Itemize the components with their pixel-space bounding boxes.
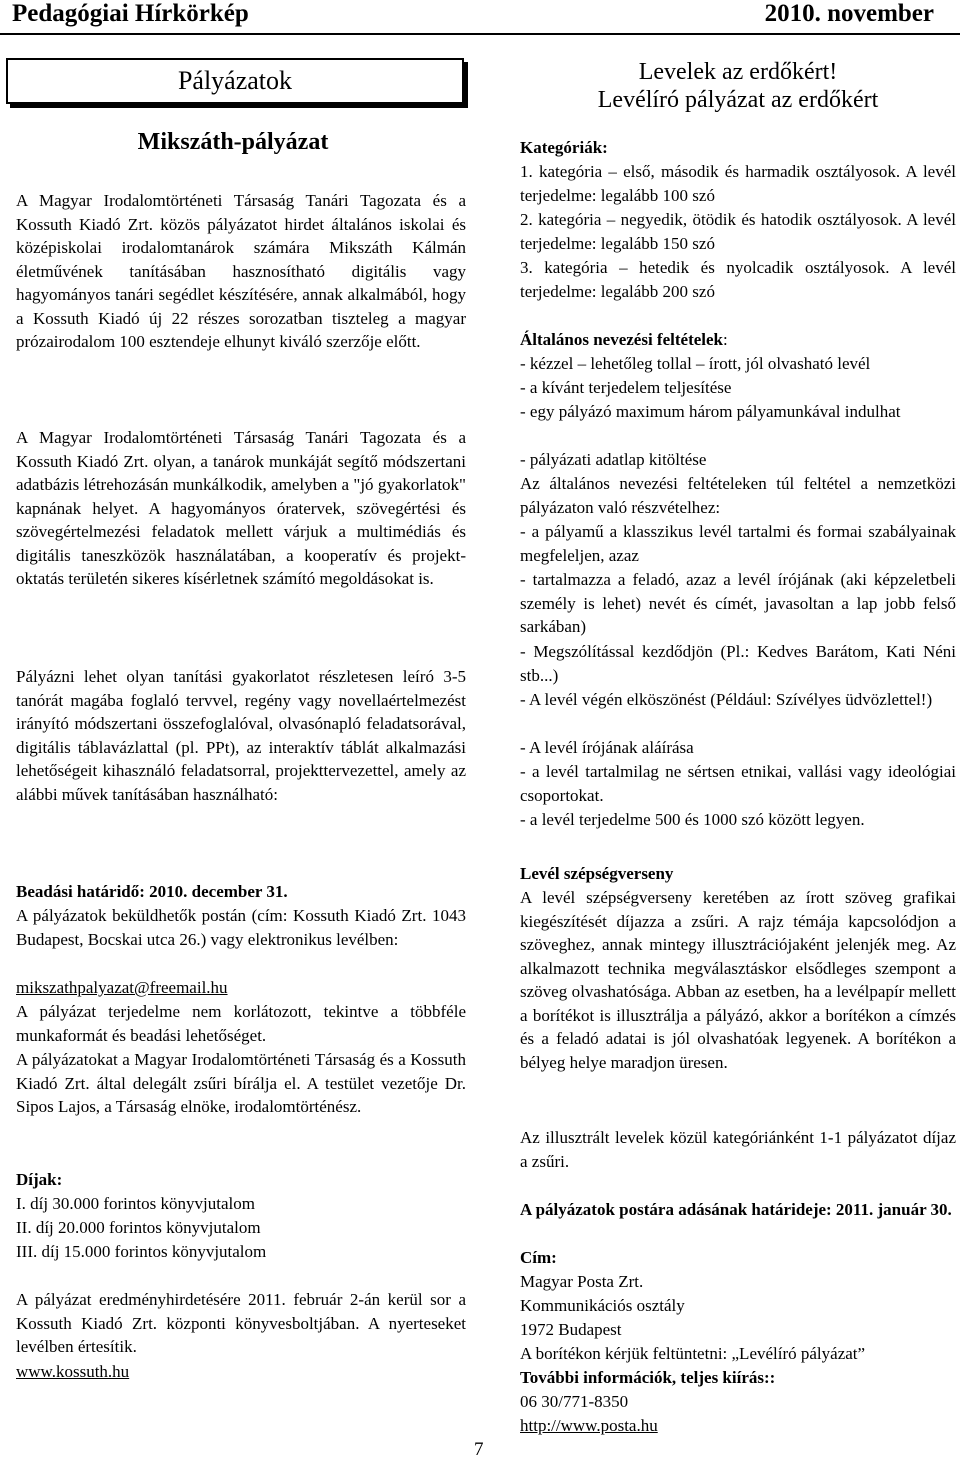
page-header [0, 0, 960, 34]
beauty-contest-paragraph: A levél szépségverseny keretében az írott szöveg grafikai kiegészítését díjazza a zsűri. A rajz témája kapcsolódjon a szöveghez, annak mintegy illusztrációjaként jelenjék meg. Az alkalmazott technika megválasztáskor elsődleges szempont a szöveg olvashatósága. Abban az esetben, ha a levélpapír mellett a borítékot is illusztrálja a pályázó, akkor a borítékon a címzés és a feladó adatai is jól olvashatóak legyenek. A borítékon a bélyeg helye maradjon üresen. [520, 888, 956, 1072]
jury-paragraph: A pályázatokat a Magyar Irodalomtörténeti Társaság és a Kossuth Kiadó Zrt. által delegált zsűri bírálja el. A testület vezetője Dr. Sipos Lajos, a Társaság elnöke, irodalomtörténész. [16, 1050, 466, 1116]
header-rule [0, 33, 960, 35]
prize-3: III. díj 15.000 forintos könyvjutalom [16, 1242, 267, 1261]
intl-condition-1: - a pályamű a klasszikus levél tartalmi és formai szabályainak megfeleljen, azaz [520, 522, 956, 565]
intl-condition-4: - A levél végén elköszönést (Például: Szívélyes üdvözlettel!) [520, 690, 933, 709]
page-number: 7 [474, 1439, 484, 1460]
publication-title: Pedagógiai Hírkörkép [12, 0, 249, 27]
eligibility-paragraph: Pályázni lehet olyan tanítási gyakorlatot részletesen leíró 3-5 tanórát magába foglaló tervvel, regény vagy novellaértelmezést irányító módszertani összefoglalóval, olvasónapló feladatsorával, digitális táblavázlattal (pl. PPt), az interaktív táblát alkalmazási lehetőségeit kihasználó feladatsorral, projekttervezettel, amely az alábbi művek tanításában használható: [16, 667, 466, 804]
post-deadline: A pályázatok postára adásának határideje: 2011. január 30. [520, 1200, 952, 1219]
address-line-2: Kommunikációs osztály [520, 1296, 685, 1315]
deadline: Beadási határidő: 2010. december 31. [16, 882, 288, 901]
submission-info: A pályázatok beküldhetők postán (cím: Kossuth Kiadó Zrt. 1043 Budapest, Bocskai utca 26.) vagy elektronikus levélben: [16, 906, 466, 949]
envelope-note: A borítékon kérjük feltüntetni: „Levélíró pályázat” [520, 1344, 866, 1363]
article-title-mikszath: Mikszáth-pályázat [137, 129, 329, 155]
address-line-3: 1972 Budapest [520, 1320, 622, 1339]
intl-condition-5: - A levél írójának aláírása [520, 738, 694, 757]
article-title-letters: Levelek az erdőkért! [638, 59, 838, 85]
database-paragraph: A Magyar Irodalomtörténeti Társaság Tanári Tagozata és a Kossuth Kiadó Zrt. olyan, a tanárok munkáját segítő módszertani adatbázis létrehozásán munkálkodik, amelyben a "jó gyakorlatok" kapnának helyet. A hagyományos óratervek, szövegértési és szövegértelmezési feladatok mellett várjuk a multimédiás és digitális taneszközök használatában, a kooperatív és projekt-oktatás területén sikeres kísérletnek számító megoldásokat is. [16, 428, 466, 588]
address-title: Cím: [520, 1248, 557, 1267]
prize-2: II. díj 20.000 forintos könyvjutalom [16, 1218, 261, 1237]
category-2: 2. kategória – negyedik, ötödik és hatodik osztályosok. A levél terjedelme: legalább 150 szó [520, 210, 956, 253]
website-link[interactable]: www.kossuth.hu [16, 1362, 130, 1381]
scope-paragraph: A pályázat terjedelme nem korlátozott, tekintve a többféle munkaformát és beadási lehetőséget. [16, 1002, 466, 1045]
section-box: Pályázatok [6, 58, 464, 104]
beauty-contest-title: Levél szépségverseny [520, 864, 674, 883]
more-info: További információk, teljes kiírás:: [520, 1368, 776, 1387]
issue-date: 2010. november [764, 0, 934, 27]
category-3: 3. kategória – hetedik és nyolcadik osztályosok. A levél terjedelme: legalább 200 szó [520, 258, 956, 301]
phone-number: 06 30/771-8350 [520, 1392, 629, 1411]
prize-1: I. díj 30.000 forintos könyvjutalom [16, 1194, 255, 1213]
results-paragraph: A pályázat eredményhirdetésére 2011. február 2-án kerül sor a Kossuth Kiadó Zrt. központi könyvesboltjában. A nyerteseket levélben értesítik. [16, 1290, 466, 1356]
category-1: 1. kategória – első, második és harmadik osztályosok. A levél terjedelme: legalább 100 szó [520, 162, 956, 205]
intro-paragraph: A Magyar Irodalomtörténeti Társaság Tanári Tagozata és a Kossuth Kiadó Zrt. közös pályázatot hirdet általános iskolai és középiskolai irodalomtanárok számára Mikszáth Kálmán életművének tanításában hasznosítható digitális vagy hagyományos tanári segédlet készítésére, annak alkalmából, hogy a Kossuth Kiadó új 22 részes sorozatban tiszteleg a magyar prózairodalom 100 esztendeje elhunyt kiváló szerzője előtt. [16, 191, 466, 351]
intl-condition-3: - Megszólítással kezdődjön (Pl.: Kedves Barátom, Kati Néni stb...) [520, 642, 956, 685]
categories-title: Kategóriák: [520, 138, 608, 157]
address-line-1: Magyar Posta Zrt. [520, 1272, 644, 1291]
general-conditions-heading: Általános nevezési feltételek [520, 330, 723, 349]
general-condition-4: - pályázati adatlap kitöltése [520, 450, 707, 469]
international-intro: Az általános nevezési feltételeken túl feltétel a nemzetközi pályázaton való részvételhez: [520, 474, 956, 517]
intl-condition-6: - a levél tartalmilag ne sértsen etnikai, vallási vagy ideológiai csoportokat. [520, 762, 956, 805]
general-conditions-title [520, 328, 956, 352]
prizes-title: Díjak: [16, 1170, 63, 1189]
posta-link[interactable]: http://www.posta.hu [520, 1416, 658, 1435]
email-link[interactable]: mikszathpalyazat@freemail.hu [16, 978, 228, 997]
general-condition-3: - egy pályázó maximum három pályamunkával indulhat [520, 402, 901, 421]
general-condition-2: - a kívánt terjedelem teljesítése [520, 378, 732, 397]
intl-condition-7: - a levél terjedelme 500 és 1000 szó között legyen. [520, 810, 865, 829]
illustrated-paragraph: Az illusztrált levelek közül kategóriánként 1-1 pályázatot díjaz a zsűri. [520, 1128, 956, 1171]
intl-condition-2: - tartalmazza a feladó, azaz a levél írójának (aki képzeletbeli személy is lehet) nevét és címét, javasoltan a lap jobb felső sarkában) [520, 570, 956, 636]
general-conditions-colon: : [723, 330, 728, 349]
general-condition-1: - kézzel – lehetőleg tollal – írott, jól olvasható levél [520, 354, 871, 373]
article-subtitle-letters: Levélíró pályázat az erdőkért [597, 87, 879, 113]
